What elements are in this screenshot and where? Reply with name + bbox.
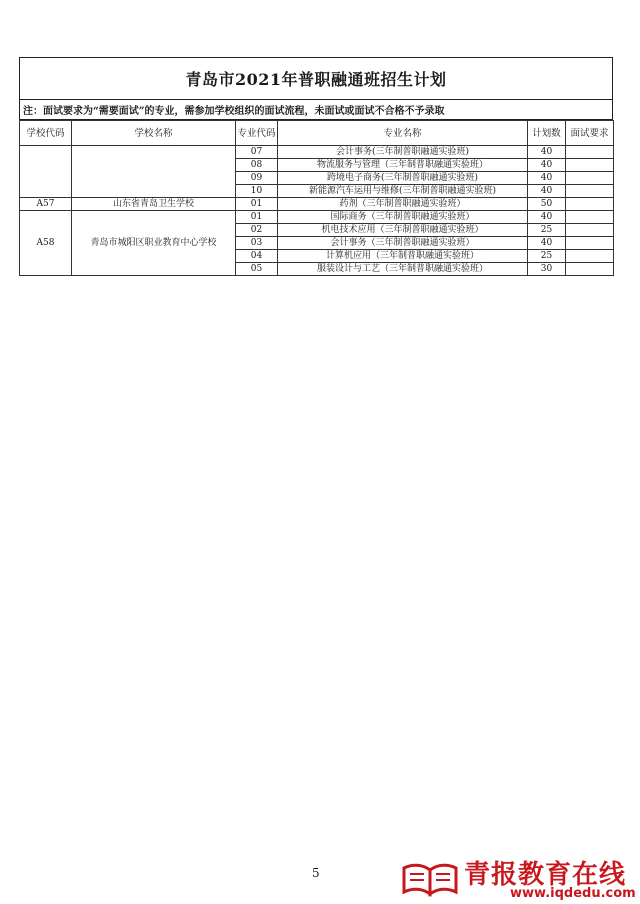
interview-note: 注：面试要求为“需要面试”的专业，需参加学校组织的面试流程，未面试或面试不合格不予录取 [19,99,613,120]
major-name-cell: 计算机应用（三年制普职融通实验班） [278,250,528,263]
interview-cell [566,159,614,172]
major-code-cell: 01 [236,211,278,224]
interview-cell [566,146,614,159]
major-code-cell: 03 [236,237,278,250]
major-name-cell: 新能源汽车运用与维修(三年制普职融通实验班) [278,185,528,198]
major-name-cell: 国际商务（三年制普职融通实验班） [278,211,528,224]
page-number: 5 [312,866,320,880]
table-row [20,211,614,224]
document-title: 青岛市2021年普职融通班招生计划 [19,57,613,99]
site-watermark [400,852,640,904]
major-code-cell: 01 [236,198,278,211]
interview-cell [566,172,614,185]
school-name-cell [72,146,236,198]
table-header-row [20,121,614,146]
enrollment-plan-table [19,120,614,276]
interview-cell [566,224,614,237]
major-name-cell: 会计事务(三年制普职融通实验班) [278,146,528,159]
plan-count-cell: 50 [528,198,566,211]
plan-count-cell: 25 [528,224,566,237]
major-code-cell: 05 [236,263,278,276]
plan-count-cell: 40 [528,211,566,224]
watermark-url: www.iqdedu.com [510,886,636,901]
school-code-cell: A58 [20,211,72,276]
major-code-cell: 10 [236,185,278,198]
plan-count-cell: 40 [528,185,566,198]
plan-count-cell: 40 [528,172,566,185]
header-plan-count: 计划数 [528,121,566,146]
plan-count-cell: 40 [528,159,566,172]
major-code-cell: 02 [236,224,278,237]
watermark-brand: 青报教育在线 [464,860,627,890]
major-name-cell: 药剂（三年制普职融通实验班） [278,198,528,211]
major-code-cell: 07 [236,146,278,159]
interview-cell [566,185,614,198]
plan-count-cell: 30 [528,263,566,276]
header-interview: 面试要求 [566,121,614,146]
interview-cell [566,211,614,224]
header-school-name: 学校名称 [72,121,236,146]
major-name-cell: 会计事务（三年制普职融通实验班） [278,237,528,250]
interview-cell [566,263,614,276]
school-code-cell [20,146,72,198]
school-code-cell: A57 [20,198,72,211]
interview-cell [566,198,614,211]
table-row [20,198,614,211]
major-code-cell: 08 [236,159,278,172]
open-book-icon [400,858,460,898]
major-name-cell: 机电技术应用（三年制普职融通实验班） [278,224,528,237]
major-name-cell: 物流服务与管理（三年制普职融通实验班） [278,159,528,172]
interview-cell [566,237,614,250]
table-row [20,146,614,159]
plan-count-cell: 40 [528,146,566,159]
major-name-cell: 服装设计与工艺（三年制普职融通实验班） [278,263,528,276]
school-name-cell: 山东省青岛卫生学校 [72,198,236,211]
plan-document [19,57,613,276]
major-code-cell: 04 [236,250,278,263]
plan-count-cell: 40 [528,237,566,250]
header-major-name: 专业名称 [278,121,528,146]
major-name-cell: 跨境电子商务(三年制普职融通实验班) [278,172,528,185]
interview-cell [566,250,614,263]
plan-count-cell: 25 [528,250,566,263]
major-code-cell: 09 [236,172,278,185]
header-school-code: 学校代码 [20,121,72,146]
school-name-cell: 青岛市城阳区职业教育中心学校 [72,211,236,276]
header-major-code: 专业代码 [236,121,278,146]
